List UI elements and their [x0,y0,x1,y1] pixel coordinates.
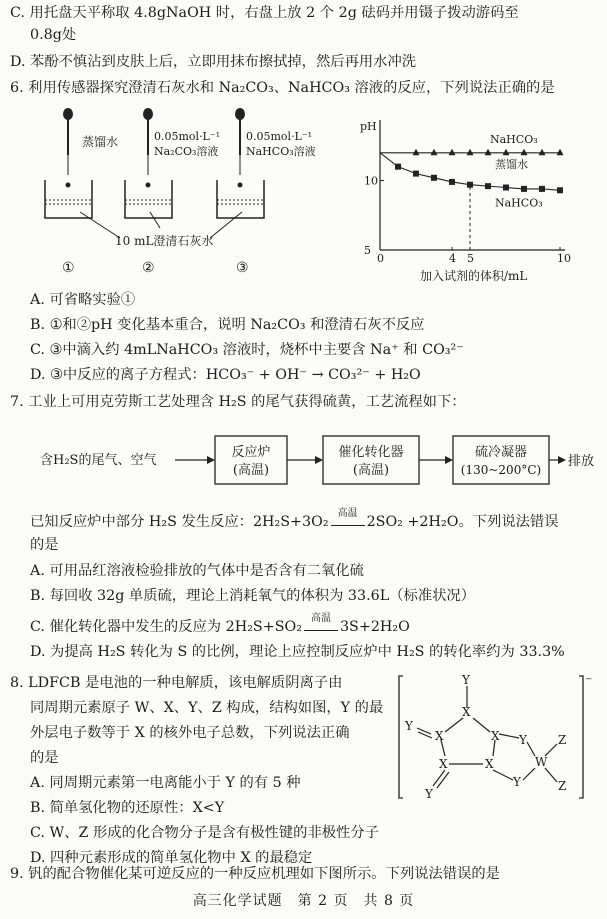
q6-stem: 6. 利用传感器探究澄清石灰水和 Na₂CO₃、NaHCO₃ 溶液的反应，下列说法正确的是 [10,80,555,96]
q6-option-b: B. ①和②pH 变化基本重合，说明 Na₂CO₃ 和澄清石灰不反应 [30,317,425,333]
square-point [485,183,491,189]
svg-text:W: W [535,755,548,769]
converter-label: 催化转化器 [338,445,404,460]
svg-text:X: X [462,705,471,719]
square-point [557,187,563,193]
q7-info-line1: 已知反应炉中部分 H₂S 发生反应：2H₂S+3O₂ 高温 2SO₂ +2H₂O。下列说法错误 [30,508,559,530]
q7-option-c: C. 催化转化器中发生的反应为 2H₂S+SO₂ 高温 3S+2H₂O [30,613,410,635]
q7-option-b: B. 每回收 32g 单质硫，理论上消耗氧气的体积为 33.6L（标准状况） [30,588,476,604]
x-axis-label: 加入试剂的体积/mL [420,269,528,283]
flow-output: 排放 [568,454,595,469]
q8-option-a: A. 同周期元素第一电离能小于 Y 的有 5 种 [30,775,301,791]
triangle-point [431,149,438,156]
reactor-label: 反应炉 [231,445,271,460]
square-point [521,186,527,192]
svg-text:Y: Y [405,719,413,733]
q8-stem-4: 的是 [30,750,59,766]
page-footer: 高三化学试题 第 2 页 共 8 页 [192,893,415,909]
svg-text:X: X [439,757,448,771]
svg-text:Y: Y [519,733,527,747]
q8-option-c: C. W、Z 形成的化合物分子是含有极性键的非极性分子 [30,825,379,841]
dropper2-label-a: 0.05mol·L⁻¹ [154,130,221,143]
q5-option-c-line2: 0.8g处 [30,27,77,43]
q5-option-d: D. 苯酚不慎沾到皮肤上后，立即用抹布擦拭掉，然后再用水冲洗 [10,54,417,70]
svg-text:Y: Y [425,787,433,801]
square-point [431,175,437,181]
q9-stem: 9. 钒的配合物催化某可逆反应的一种反应机理如下图所示。下列说法错误的是 [10,866,500,882]
triangle-point [485,149,492,156]
q7-stem: 7. 工业上可用克劳斯工艺处理含 H₂S 的尾气获得硫黄，工艺流程如下： [10,394,466,410]
q8-stem-3: 外层电子数等于 X 的核外电子总数，下列说法正确 [30,725,350,741]
dropper2-label-b: Na₂CO₃溶液 [154,145,219,158]
triangle-point [467,149,474,156]
dropper-3 [235,108,245,188]
dropper3-label-b: NaHCO₃溶液 [246,145,316,158]
reactor-condition: (高温) [232,463,270,478]
dropper-1 [63,108,73,188]
svg-text:X: X [435,729,444,743]
q7-option-d: D. 为提高 H₂S 转化为 S 的比例，理论上应控制反应炉中 H₂S 的转化率约为 33.3% [30,644,565,660]
q5-option-c-line1: C. 用托盘天平称取 4.8gNaOH 时，右盘上放 2 个 2g 砝码并用镊子拨动游码至 [10,5,519,21]
legend-nahco3-top: NaHCO₃ [490,132,538,146]
svg-text:Z: Z [558,733,567,747]
dropper3-label-a: 0.05mol·L⁻¹ [246,130,313,143]
x-tick-label: 5 [467,252,474,265]
x-tick-label: 10 [557,252,571,265]
triangle-point [539,149,546,156]
beaker-label: 10 mL澄清石灰水 [115,234,214,248]
q8-option-b: B. 简单氢化物的还原性：X<Y [30,800,225,816]
y-axis-label: pH [360,120,377,133]
condenser-label: 硫冷凝器 [474,445,528,460]
q7-option-a: A. 可用品红溶液检验排放的气体中是否含有二氧化硫 [30,563,364,579]
svg-text:X: X [491,729,500,743]
square-point [413,171,419,177]
q6-option-a: A. 可省略实验① [30,292,136,308]
q8-stem-1: 8. LDFCB 是电池的一种电解质，该电解质阴离子由 [10,675,343,691]
triangle-point [521,149,528,156]
label-3: ③ [236,260,249,276]
label-2: ② [142,260,155,276]
q6-option-c: C. ③中滴入约 4mLNaHCO₃ 溶液时，烧杯中主要含 Na⁺ 和 CO₃²⁻ [30,342,464,358]
triangle-point [449,149,456,156]
q6-figure [30,100,590,285]
q8-stem-2: 同周期元素原子 W、X、Y、Z 构成，结构如图，Y 的最 [30,700,384,716]
flow-input: 含H₂S的尾气、空气 [40,453,157,468]
triangle-point [413,149,420,156]
y-tick-label: 5 [364,244,371,257]
triangle-point [503,149,510,156]
square-point [503,185,509,191]
dropper1-label: 蒸馏水 [82,135,119,149]
svg-text:Y: Y [462,673,470,687]
charge: ⁻ [585,674,593,690]
svg-text:X: X [485,757,494,771]
q6-option-d: D. ③中反应的离子方程式：HCO₃⁻ + OH⁻ → CO₃²⁻ + H₂O [30,367,421,383]
ph-chart [360,120,571,283]
dropper-2 [143,108,153,188]
q7-info-line2: 的是 [30,537,59,553]
x-tick-label: 0 [377,252,384,265]
y-tick-label: 10 [364,174,378,188]
converter-condition: (高温) [352,463,390,478]
square-point [395,164,401,170]
condenser-condition: (130~200°C) [460,463,542,477]
q7-flowchart [35,420,595,500]
q8-option-d: D. 四种元素形成的简单氢化物中 X 的最稳定 [30,850,313,866]
square-point [449,179,455,185]
square-point [539,186,545,192]
svg-text:Y: Y [513,775,521,789]
legend-water: 蒸馏水 [495,157,528,171]
triangle-point [557,149,564,156]
svg-text:Z: Z [558,779,567,793]
x-tick-label: 4 [449,252,456,265]
q8-structure [395,672,595,802]
square-point [467,182,473,188]
label-1: ① [62,260,75,276]
legend-nahco3-bottom: NaHCO₃ [495,196,543,210]
